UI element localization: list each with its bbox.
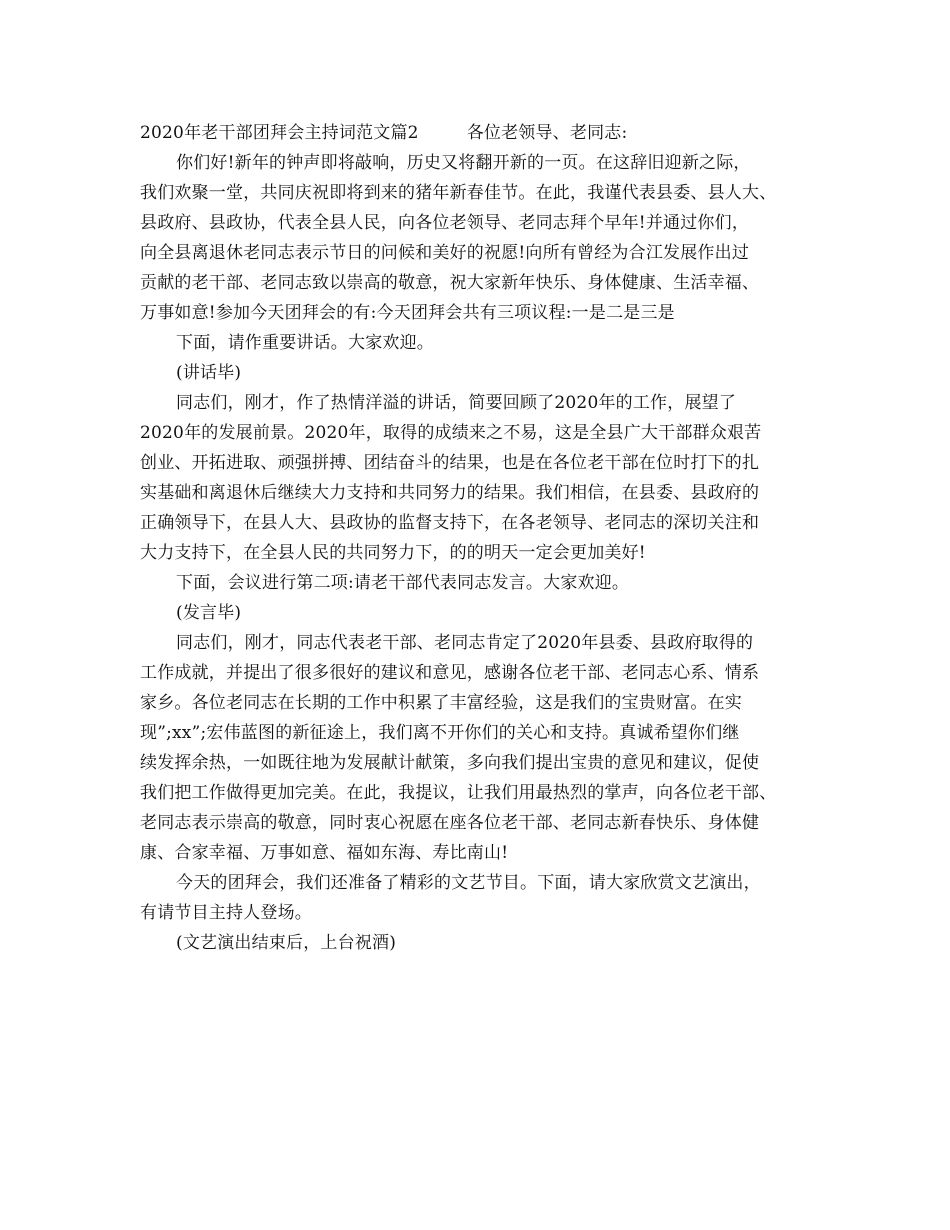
- paragraph-line: 康、合家幸福、万事如意、福如东海、寿比南山!: [140, 843, 509, 863]
- stage-direction: (发言毕): [176, 603, 242, 623]
- paragraph-line: 家乡。各位老同志在长期的工作中积累了丰富经验，这是我们的宝贵财富。在实: [140, 693, 742, 713]
- salutation: 各位老领导、老同志:: [466, 123, 628, 143]
- paragraph-line: 续发挥余热，一如既往地为发展献计献策，多向我们提出宝贵的意见和建议，促使: [140, 753, 760, 773]
- document-title: 2020年老干部团拜会主持词范文篇2: [140, 123, 419, 143]
- paragraph-line: 向全县离退休老同志表示节日的问候和美好的祝愿!向所有曾经为合江发展作出过: [140, 243, 750, 263]
- paragraph-line: 同志们，刚才，作了热情洋溢的讲话，简要回顾了2020年的工作，展望了: [176, 393, 737, 413]
- paragraph-line: 贡献的老干部、老同志致以崇高的敬意，祝大家新年快乐、身体健康、生活幸福、: [140, 273, 760, 293]
- paragraph-line: 下面，请作重要讲话。大家欢迎。: [176, 333, 434, 353]
- paragraph-line: 今天的团拜会，我们还准备了精彩的文艺节目。下面，请大家欣赏文艺演出，: [176, 873, 761, 893]
- stage-direction: (讲话毕): [176, 363, 242, 383]
- paragraph-line: 创业、开拓进取、顽强拼搏、团结奋斗的结果，也是在各位老干部在位时打下的扎: [140, 453, 760, 473]
- paragraph-line: 万事如意!参加今天团拜会的有:今天团拜会共有三项议程:一是二是三是: [140, 303, 675, 323]
- stage-direction: (文艺演出结束后，上台祝酒): [176, 933, 397, 953]
- paragraph-line: 你们好!新年的钟声即将敲响，历史又将翻开新的一页。在这辞旧迎新之际，: [176, 153, 751, 173]
- paragraph-line: 下面，会议进行第二项:请老干部代表同志发言。大家欢迎。: [176, 573, 630, 593]
- paragraph-line: 工作成就，并提出了很多很好的建议和意见，感谢各位老干部、老同志心系、情系: [140, 663, 760, 683]
- paragraph-line: 县政府、县政协，代表全县人民，向各位老领导、老同志拜个早年!并通过你们，: [140, 213, 750, 233]
- paragraph-line: 我们欢聚一堂，共同庆祝即将到来的猪年新春佳节。在此，我谨代表县委、县人大、: [140, 183, 777, 203]
- paragraph-line: 正确领导下，在县人大、县政协的监督支持下，在各老领导、老同志的深切关注和: [140, 513, 760, 533]
- paragraph-line: 有请节目主持人登场。: [140, 903, 312, 923]
- document-heading: [140, 118, 830, 148]
- paragraph-line: 老同志表示崇高的敬意，同时衷心祝愿在座各位老干部、老同志新春快乐、身体健: [140, 813, 760, 833]
- document-body: [140, 118, 830, 958]
- paragraph-line: 同志们，刚才，同志代表老干部、老同志肯定了2020年县委、县政府取得的: [176, 633, 754, 653]
- paragraph-line: 大力支持下，在全县人民的共同努力下，的的明天一定会更加美好!: [140, 543, 646, 563]
- paragraph-line: 我们把工作做得更加完美。在此，我提议，让我们用最热烈的掌声，向各位老干部、: [140, 783, 777, 803]
- paragraph-line: 2020年的发展前景。2020年，取得的成绩来之不易，这是全县广大干部群众艰苦: [140, 423, 762, 443]
- paragraph-line: 现”;xx”;宏伟蓝图的新征途上，我们离不开你们的关心和支持。真诚希望你们继: [140, 723, 740, 743]
- paragraph-line: 实基础和离退休后继续大力支持和共同努力的结果。我们相信，在县委、县政府的: [140, 483, 760, 503]
